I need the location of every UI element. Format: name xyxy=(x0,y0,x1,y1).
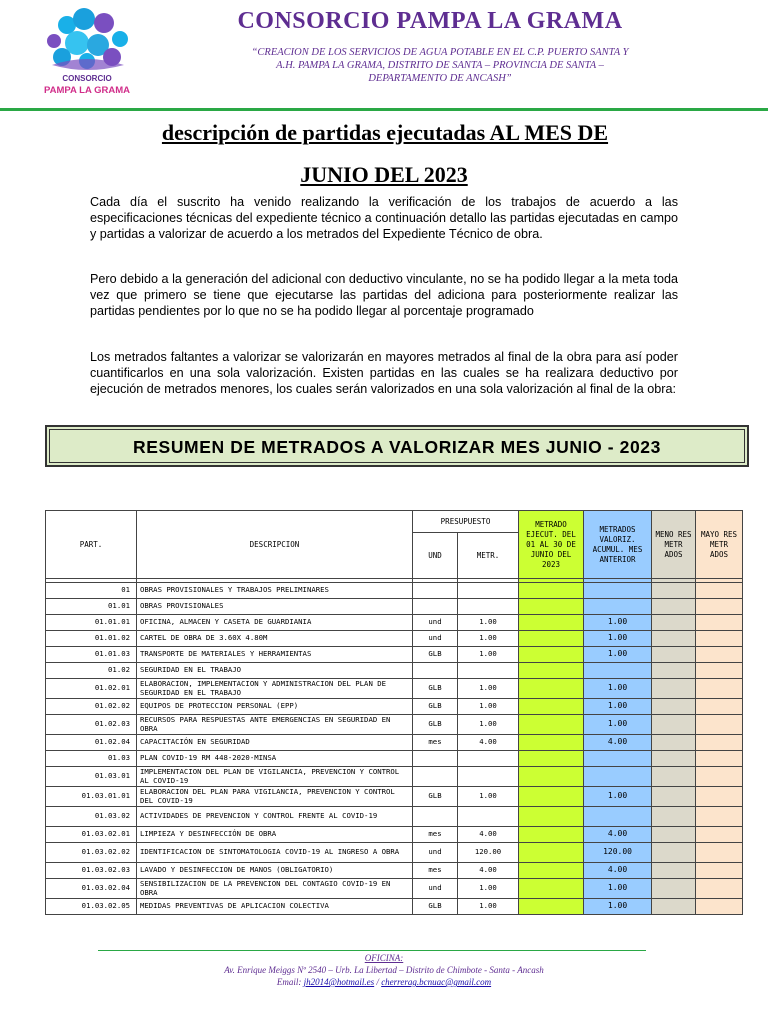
company-logo xyxy=(32,5,142,97)
row-metrado: 120.00 xyxy=(458,843,519,863)
row-metrado-valorizado: 1.00 xyxy=(584,699,652,715)
row-mayores xyxy=(696,583,743,599)
logo-text-top: CONSORCIO xyxy=(62,74,112,83)
paragraph: Pero debido a la generación del adicional con deductivo vinculante, no se ha podido llegar a la meta toda vez que primero se tiene que ejecutarse las partidas del adiciona para posteriormente realizar las partidas pendientes por lo que no se ha podido llegar al porcentaje programado xyxy=(90,272,678,318)
row-unit: GLB xyxy=(413,679,458,699)
row-part: 01.03.02 xyxy=(46,807,137,827)
row-metrado-valorizado: 4.00 xyxy=(584,827,652,843)
row-unit: GLB xyxy=(413,787,458,807)
row-metrado-valorizado xyxy=(584,599,652,615)
row-menores xyxy=(652,899,696,915)
row-metrado: 1.00 xyxy=(458,699,519,715)
row-unit: GLB xyxy=(413,715,458,735)
row-menores xyxy=(652,715,696,735)
row-menores xyxy=(652,599,696,615)
row-description: OBRAS PROVISIONALES Y TRABAJOS PRELIMINARES xyxy=(137,583,413,599)
table-row xyxy=(46,807,743,827)
row-menores xyxy=(652,647,696,663)
row-description: MEDIDAS PREVENTIVAS DE APLICACION COLECTIVA xyxy=(137,899,413,915)
title-line-1: descripción de partidas ejecutadas AL MES DE xyxy=(161,120,609,145)
row-description: OFICINA, ALMACEN Y CASETA DE GUARDIANIA xyxy=(137,615,413,631)
table-row xyxy=(46,663,743,679)
row-metrado-ejecutado xyxy=(519,715,584,735)
row-menores xyxy=(652,663,696,679)
table-row xyxy=(46,647,743,663)
row-metrado-ejecutado xyxy=(519,583,584,599)
table-row xyxy=(46,787,743,807)
row-metrado-valorizado xyxy=(584,807,652,827)
row-description: ELABORACION, IMPLEMENTACION Y ADMINISTRACION DEL PLAN DE SEGURIDAD EN EL TRABAJO xyxy=(137,679,413,699)
row-metrado-valorizado: 1.00 xyxy=(584,899,652,915)
row-metrado: 1.00 xyxy=(458,899,519,915)
row-metrado-ejecutado xyxy=(519,879,584,899)
row-description: EQUIPOS DE PROTECCION PERSONAL (EPP) xyxy=(137,699,413,715)
row-unit xyxy=(413,583,458,599)
row-description: ACTIVIDADES DE PREVENCION Y CONTROL FRENTE AL COVID-19 xyxy=(137,807,413,827)
row-metrado: 4.00 xyxy=(458,863,519,879)
row-unit: mes xyxy=(413,735,458,751)
row-mayores xyxy=(696,843,743,863)
row-metrado: 1.00 xyxy=(458,715,519,735)
row-metrado-ejecutado xyxy=(519,751,584,767)
row-unit: mes xyxy=(413,863,458,879)
row-metrado-ejecutado xyxy=(519,615,584,631)
row-metrado-valorizado: 1.00 xyxy=(584,715,652,735)
company-name: CONSORCIO PAMPA LA GRAMA xyxy=(237,8,623,34)
row-metrado-ejecutado xyxy=(519,843,584,863)
row-unit xyxy=(413,663,458,679)
subtitle-line: “CREACION DE LOS SERVICIOS DE AGUA POTABLE EN EL C.P. PUERTO SANTA Y xyxy=(251,47,629,58)
row-metrado-ejecutado xyxy=(519,807,584,827)
header-mayores-metrados: MAYO RES METR ADOS xyxy=(696,511,743,579)
metrados-table xyxy=(45,510,743,915)
row-mayores xyxy=(696,599,743,615)
paragraph: Los metrados faltantes a valorizar se valorizarán en mayores metrados al final de la obra para así poder cuantificarlos en una sola valorización. Existen partidas en las cuales se ha realizara deductivo por ejecución de metrados menores, los cuales serán valorizados en una sola valorización al final de la obra: xyxy=(90,350,678,396)
row-metrado-ejecutado xyxy=(519,899,584,915)
logo-graphic xyxy=(32,5,142,97)
row-description: LAVADO Y DESINFECCION DE MANOS (OBLIGATORIO) xyxy=(137,863,413,879)
subtitle-line: DEPARTAMENTO DE ANCASH” xyxy=(368,73,512,84)
row-metrado-valorizado xyxy=(584,583,652,599)
row-description: ELABORACION DEL PLAN PARA VIGILANCIA, PREVENCION Y CONTROL DEL COVID-19 xyxy=(137,787,413,807)
title-line-2 xyxy=(0,154,768,196)
row-metrado-valorizado xyxy=(584,767,652,787)
row-menores xyxy=(652,699,696,715)
header-part: PART. xyxy=(46,511,137,579)
row-metrado-ejecutado xyxy=(519,679,584,699)
row-mayores xyxy=(696,699,743,715)
row-unit: und xyxy=(413,879,458,899)
row-description: PLAN COVID-19 RM 448-2020-MINSA xyxy=(137,751,413,767)
row-part: 01.01 xyxy=(46,599,137,615)
row-metrado-valorizado: 120.00 xyxy=(584,843,652,863)
row-unit: und xyxy=(413,615,458,631)
row-menores xyxy=(652,735,696,751)
header-metr: METR. xyxy=(458,533,519,579)
row-menores xyxy=(652,827,696,843)
footer-divider xyxy=(98,950,646,951)
row-part: 01.03.01 xyxy=(46,767,137,787)
row-metrado-ejecutado xyxy=(519,647,584,663)
row-part: 01.03.01.01 xyxy=(46,787,137,807)
row-unit: und xyxy=(413,843,458,863)
row-metrado: 1.00 xyxy=(458,615,519,631)
table-row xyxy=(46,599,743,615)
row-metrado: 1.00 xyxy=(458,631,519,647)
row-part: 01.02.01 xyxy=(46,679,137,699)
row-menores xyxy=(652,843,696,863)
row-menores xyxy=(652,679,696,699)
footer-office-label: OFICINA: xyxy=(364,953,404,963)
header-und: UND xyxy=(413,533,458,579)
row-mayores xyxy=(696,899,743,915)
row-description: CAPACITACIÓN EN SEGURIDAD xyxy=(137,735,413,751)
footer-address: Av. Enrique Meiggs Nº 2540 – Urb. La Libertad – Distrito de Chimbote - Santa - Ancash xyxy=(224,965,544,975)
table-header-row xyxy=(46,511,743,533)
table-row xyxy=(46,843,743,863)
row-menores xyxy=(652,807,696,827)
email-link-1[interactable]: jh2014@hotmail.es xyxy=(303,977,375,987)
row-metrado-ejecutado xyxy=(519,631,584,647)
row-description: SEGURIDAD EN EL TRABAJO xyxy=(137,663,413,679)
row-part: 01.03.02.05 xyxy=(46,899,137,915)
project-subtitle xyxy=(170,46,710,85)
header-metrados-valorizados: METRADOS VALORIZ. ACUMUL. MES ANTERIOR xyxy=(584,511,652,579)
table-row xyxy=(46,751,743,767)
row-metrado-valorizado: 1.00 xyxy=(584,615,652,631)
row-mayores xyxy=(696,807,743,827)
row-description: RECURSOS PARA RESPUESTAS ANTE EMERGENCIAS EN SEGURIDAD EN OBRA xyxy=(137,715,413,735)
row-metrado: 4.00 xyxy=(458,827,519,843)
row-part: 01.02.04 xyxy=(46,735,137,751)
row-menores xyxy=(652,863,696,879)
row-mayores xyxy=(696,787,743,807)
table-row xyxy=(46,615,743,631)
logo-text-bottom: PAMPA LA GRAMA xyxy=(43,85,131,96)
email-link-2[interactable]: cherrerag.bcnuac@gmail.com xyxy=(381,977,492,987)
row-metrado-valorizado: 1.00 xyxy=(584,787,652,807)
row-mayores xyxy=(696,863,743,879)
row-unit xyxy=(413,599,458,615)
table-row xyxy=(46,767,743,787)
row-description: IMPLEMENTACION DEL PLAN DE VIGILANCIA, PREVENCION Y CONTROL AL COVID-19 xyxy=(137,767,413,787)
table-row xyxy=(46,879,743,899)
row-description: IDENTIFICACION DE SINTOMATOLOGIA COVID-19 AL INGRESO A OBRA xyxy=(137,843,413,863)
row-metrado: 4.00 xyxy=(458,735,519,751)
table-body xyxy=(46,583,743,915)
row-description: TRANSPORTE DE MATERIALES Y HERRAMIENTAS xyxy=(137,647,413,663)
row-mayores xyxy=(696,631,743,647)
footer-email-label: Email: xyxy=(276,977,302,987)
table-row xyxy=(46,631,743,647)
row-part: 01.02.02 xyxy=(46,699,137,715)
row-metrado-valorizado xyxy=(584,663,652,679)
row-metrado: 1.00 xyxy=(458,787,519,807)
row-metrado-valorizado: 1.00 xyxy=(584,679,652,699)
row-metrado: 1.00 xyxy=(458,647,519,663)
row-metrado-valorizado: 1.00 xyxy=(584,631,652,647)
row-unit: GLB xyxy=(413,899,458,915)
row-part: 01.03.02.03 xyxy=(46,863,137,879)
row-metrado xyxy=(458,751,519,767)
row-description: SENSIBILIZACION DE LA PREVENCION DEL CONTAGIO COVID-19 EN OBRA xyxy=(137,879,413,899)
row-metrado xyxy=(458,583,519,599)
row-mayores xyxy=(696,615,743,631)
row-part: 01.01.01 xyxy=(46,615,137,631)
footer-email-line xyxy=(0,976,768,988)
row-metrado xyxy=(458,663,519,679)
row-part: 01.02 xyxy=(46,663,137,679)
row-mayores xyxy=(696,767,743,787)
row-metrado: 1.00 xyxy=(458,679,519,699)
subtitle-line: A.H. PAMPA LA GRAMA, DISTRITO DE SANTA – PROVINCIA DE SANTA – xyxy=(276,60,604,71)
table-row xyxy=(46,863,743,879)
table-row xyxy=(46,715,743,735)
row-menores xyxy=(652,615,696,631)
row-part: 01.03 xyxy=(46,751,137,767)
row-part: 01.03.02.02 xyxy=(46,843,137,863)
row-part: 01 xyxy=(46,583,137,599)
row-mayores xyxy=(696,751,743,767)
document-title xyxy=(0,112,768,196)
row-metrado-ejecutado xyxy=(519,863,584,879)
row-menores xyxy=(652,583,696,599)
table-row xyxy=(46,699,743,715)
row-metrado xyxy=(458,807,519,827)
row-metrado-ejecutado xyxy=(519,699,584,715)
row-mayores xyxy=(696,715,743,735)
row-metrado-ejecutado xyxy=(519,787,584,807)
header-menores-metrados: MENO RES METR ADOS xyxy=(652,511,696,579)
row-part: 01.01.02 xyxy=(46,631,137,647)
row-mayores xyxy=(696,827,743,843)
row-menores xyxy=(652,879,696,899)
row-part: 01.02.03 xyxy=(46,715,137,735)
row-metrado-ejecutado xyxy=(519,735,584,751)
table-row xyxy=(46,827,743,843)
table-row xyxy=(46,583,743,599)
row-metrado-ejecutado xyxy=(519,827,584,843)
row-description: OBRAS PROVISIONALES xyxy=(137,599,413,615)
header-descripcion: DESCRIPCION xyxy=(137,511,413,579)
row-mayores xyxy=(696,679,743,699)
row-unit: und xyxy=(413,631,458,647)
row-menores xyxy=(652,767,696,787)
row-metrado-valorizado xyxy=(584,751,652,767)
row-metrado-valorizado: 1.00 xyxy=(584,647,652,663)
email-separator: / xyxy=(374,977,382,987)
row-unit xyxy=(413,767,458,787)
row-unit: mes xyxy=(413,827,458,843)
row-unit xyxy=(413,751,458,767)
table-row xyxy=(46,735,743,751)
row-description: LIMPIEZA Y DESINFECCIÓN DE OBRA xyxy=(137,827,413,843)
row-unit: GLB xyxy=(413,699,458,715)
summary-title-box xyxy=(45,425,749,467)
table-row xyxy=(46,679,743,699)
row-mayores xyxy=(696,647,743,663)
row-part: 01.01.03 xyxy=(46,647,137,663)
title-line-2-text: JUNIO DEL 2023 xyxy=(300,162,468,187)
table-row xyxy=(46,899,743,915)
row-mayores xyxy=(696,735,743,751)
row-metrado-ejecutado xyxy=(519,663,584,679)
row-metrado-ejecutado xyxy=(519,599,584,615)
row-menores xyxy=(652,787,696,807)
row-metrado xyxy=(458,767,519,787)
row-mayores xyxy=(696,663,743,679)
row-unit xyxy=(413,807,458,827)
row-mayores xyxy=(696,879,743,899)
header-metrado-ejecutado: METRADO EJECUT. DEL 01 AL 30 DE JUNIO DEL 2023 xyxy=(519,511,584,579)
row-menores xyxy=(652,631,696,647)
row-part: 01.03.02.01 xyxy=(46,827,137,843)
row-menores xyxy=(652,751,696,767)
footer xyxy=(0,952,768,988)
row-metrado-valorizado: 4.00 xyxy=(584,863,652,879)
row-unit: GLB xyxy=(413,647,458,663)
header-presupuesto: PRESUPUESTO xyxy=(413,511,519,533)
row-description: CARTEL DE OBRA DE 3.60X 4.80M xyxy=(137,631,413,647)
summary-title: RESUMEN DE METRADOS A VALORIZAR MES JUNIO - 2023 xyxy=(133,437,661,457)
paragraph: Cada día el suscrito ha venido realizando la verificación de los trabajos de acuerdo a las especificaciones técnicas del expediente técnico a continuación detallo las partidas ejecutadas en campo y partidas a valorizar de acuerdo a los metrados del Expediente Técnico de obra. xyxy=(90,195,678,241)
row-metrado-ejecutado xyxy=(519,767,584,787)
row-metrado-valorizado: 4.00 xyxy=(584,735,652,751)
row-metrado xyxy=(458,599,519,615)
row-metrado-valorizado: 1.00 xyxy=(584,879,652,899)
row-metrado: 1.00 xyxy=(458,879,519,899)
header-divider xyxy=(0,108,768,111)
row-part: 01.03.02.04 xyxy=(46,879,137,899)
